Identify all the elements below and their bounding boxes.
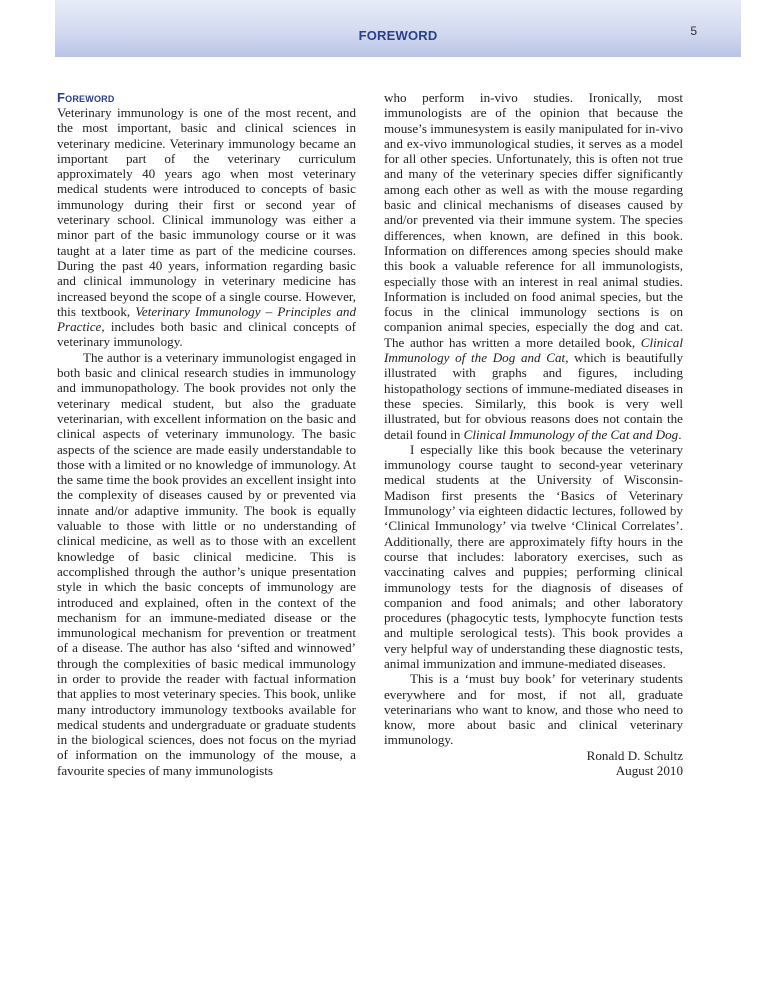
paragraph-1-text-a: Veterinary immunology is one of the most recent, and the most important, basic and clinical sciences in veterinary medicine. Veterinary immunology became an important part of the veterinary curriculum approximately 40 years ago when most veterinary medical students were introduced to concepts of basic immunology during their first or second year of veterinary school. Clinical immunology was either a minor part of the basic immunology course or it was taught at a later time as part of the medicine courses. During the past 40 years, information regarding basic and clinical immunology in veterinary medicine has increased beyond the scope of a single course. However, this textbook,: [57, 105, 356, 319]
paragraph-2-text-c: .: [678, 426, 682, 442]
paragraph-2-continued: [384, 90, 683, 442]
left-column: [57, 90, 356, 778]
page-number: 5: [690, 24, 697, 38]
running-head-title: FOREWORD: [358, 28, 438, 43]
section-heading: Foreword: [57, 90, 115, 105]
book-title-clinical-cat-dog: Clinical Immunology of the Cat and Dog: [463, 426, 679, 442]
book-title-clinical-dog-cat: Clinical Immunology of the Dog and Cat,: [384, 334, 683, 366]
paragraph-2-text-a: who perform in-vivo studies. Ironically, most immunologists are of the opinion that because the mouse’s immunesystem is easily manipulated for in-vivo and ex-vivo immunological studies, it serves as a model for all other species. Unfortunately, this is often not true and many of the veterinary species differ significantly among each other as well as with the mouse regarding basic and clinical mechanisms of diseases caused by and/or prevented via their immune system. The species differences, when known, are defined in this book. Information on differences among species should make this book a valuable reference for all immunologists, especially those with an interest in real animal studies. Information is included on food animal species, but the focus in the clinical immunology sections is on companion animal species, especially the dog and cat. The author has written a more detailed book,: [384, 90, 683, 350]
paragraph-3: I especially like this book because the veterinary immunology course taught to second-year veterinary medical students at the University of Wisconsin-Madison first presents the ‘Basics of Veterinary Immunology’ via eighteen didactic lectures, followed by ‘Clinical Immunology’ via twelve ‘Clinical Correlates’. Additionally, there are approximately fifty hours in the course that includes: laboratory exercises, such as vaccinating calves and puppies; performing clinical immunology tests for the diagnosis of diseases of companion and food animals; and other laboratory procedures (phagocytic tests, lymphocyte function tests and multiple serological tests). This book provides a very helpful way of understanding these diagnostic tests, animal immunization and immune-mediated diseases.: [384, 441, 683, 671]
paragraph-2-text-b: which is beautifully illustrated with graphs and figures, including histopathology sections of immune-mediated diseases in these species. Similarly, this book is very well illustrated, but for obvious reasons does not contain the detail found in: [384, 350, 683, 442]
paragraph-4: This is a ‘must buy book’ for veterinary students everywhere and for most, if not all, graduate veterinarians who want to know, and those who need to know, more about basic and clinical veterinary immunology.: [384, 671, 683, 748]
signature-name: Ronald D. Schultz: [586, 747, 683, 763]
header-band: [55, 0, 741, 57]
book-title-vet-immunology: Veterinary Immunology – Principles and Practice: [57, 303, 356, 335]
signature-date: August 2010: [615, 763, 683, 779]
paragraph-2-start: The author is a veterinary immunologist engaged in both basic and clinical research studies in immunology and immunopathology. The book provides not only the veterinary medical student, but also the graduate veterinarian, with excellent information on the basic and clinical aspects of veterinary immunology. The basic aspects of the science are made easily understandable to those with a limited or no knowledge of immunology. At the same time the book provides an excellent insight into the complexity of diseases caused by or prevented via innate and/or adaptive immunity. The book is equally valuable to those with little or no understanding of clinical medicine, as well as to those with an excellent knowledge of basic clinical medicine. This is accomplished through the author’s unique presentation style in which the basic concepts of immunology are introduced and explained, often in the context of the mechanism for an immune-mediated disease or the immunological mechanism for prevention or treatment of a disease. The author has also ‘sifted and winnowed’ through the complexities of basic medical immunology in order to provide the reader with factual information that applies to most veterinary species. This book, unlike many introductory immunology textbooks available for medical students and undergraduate or graduate students in the biological sciences, does not focus on the myriad of information on the immunology of the mouse, a favourite species of many immunologists: [57, 349, 356, 778]
paragraph-1-text-b: , includes both basic and clinical concepts of veterinary immunology.: [57, 319, 356, 350]
right-column: [384, 90, 683, 778]
paragraph-1: [57, 105, 356, 350]
